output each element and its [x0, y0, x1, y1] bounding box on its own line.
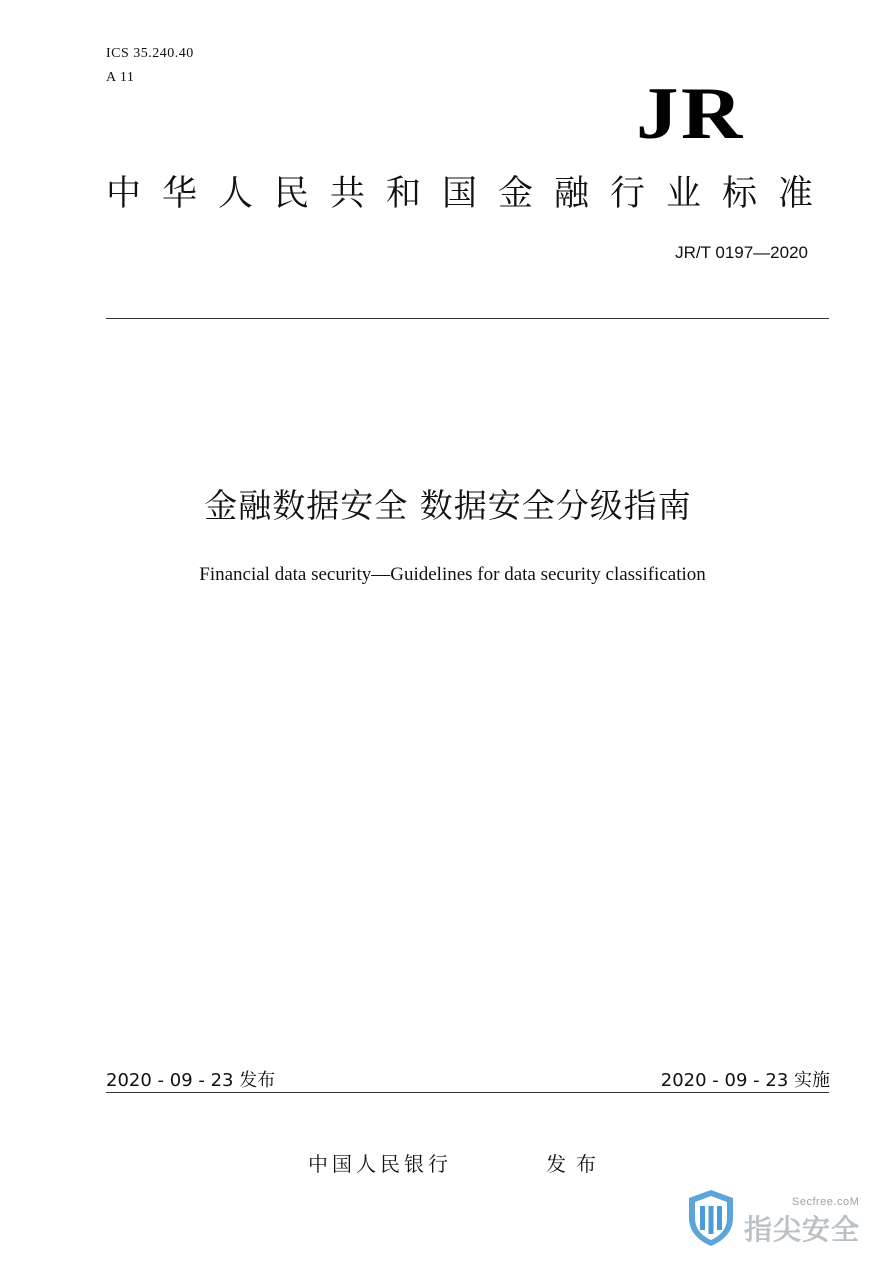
watermark-site: Secfree.coM [792, 1196, 860, 1208]
effective-date: 2020 - 09 - 23 实施 [660, 1070, 830, 1091]
publish-date: 2020 - 09 - 23 发布 [106, 1070, 276, 1091]
standard-type-heading: 中华人民共和国金融行业标准 [106, 174, 835, 214]
document-title-english: Financial data security—Guidelines for data security classification [199, 564, 706, 585]
classification-code: A 11 [106, 70, 135, 85]
standard-number: JR/T 0197—2020 [675, 243, 808, 262]
shield-icon [686, 1188, 736, 1248]
date-divider [106, 1092, 829, 1093]
ics-code: ICS 35.240.40 [106, 46, 194, 61]
watermark-brand: 指尖安全 [744, 1213, 861, 1246]
document-title-chinese: 金融数据安全 数据安全分级指南 [204, 486, 692, 525]
issuer-name: 中国人民银行 [308, 1152, 452, 1176]
issue-label: 发布 [546, 1152, 606, 1176]
header-divider [106, 318, 829, 319]
jr-logo: JR [636, 73, 745, 155]
